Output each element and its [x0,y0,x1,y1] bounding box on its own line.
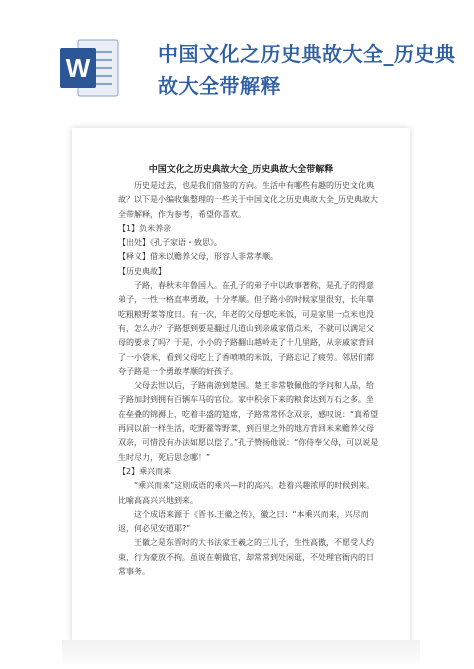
document-title: 中国文化之历史典故大全_历史典故大全带解释 [148,165,334,175]
svg-text:W: W [65,53,91,83]
section-tag: 【释义】借米以赡养父母，形容人非常孝顺。 [118,252,278,262]
page-shadow [62,640,420,669]
section-tag: 【历史典故】 [118,266,166,276]
body-paragraph: 子路，春秋末年鲁国人。在孔子的弟子中以政事著称，是孔子的得意弟子，一性一格直率勇敢，十分孝顺。但子路小的时候家里很穷，长年靠吃粗粮野菜等度日。有一次，年老的父母想吃米饭，可是家里一点米也没有，怎么办？子路想到要是翻过几道山到亲戚家借点米，不就可以满足父母的要求了吗？于是，小小的子路翻山越岭走了十几里路，从亲戚家背回了一小袋米，看到父母吃上了香喷喷的米饭，子路忘记了疲劳。邻居们都夸子路是一个勇敢孝顺的好孩子。 [118,281,374,376]
body-paragraph: “乘兴而来”这则成语的乘兴—时的高兴。趁着兴趣浓厚的时候到来。比喻高高兴兴地到来。 [118,481,375,505]
document-body [118,179,380,579]
body-paragraph: 王徽之是东晋时的大书法家王羲之的三儿子，生性高傲，不愿受人约束，行为豪放不拘。虽说在朝做官，却常常到处闲逛，不处理官衙内的日常事务。 [118,538,374,577]
header-banner [0,0,474,118]
body-paragraph: 历史是过去，也是我们借鉴的方向。生活中有哪些有趣的历史文化典故？以下是小编收集整理的一些关于中国文化之历史典故大全_历史典故大全带解释，作为参考，希望你喜欢。 [118,181,378,219]
body-paragraph: 父母去世以后，子路南游到楚国。楚王非常敬佩他的学问和人品，给子路加封到拥有百辆车马的官位。家中积余下来的粮食达到万石之多。坐在垒叠的锦褥上，吃着丰盛的筵席，子路常常怀念双亲，感叹说：“真希望再同以前一样生活，吃野藿等野菜，到百里之外的地方背回米来赡养父母双亲，可惜没有办法如愿以偿了。”孔子赞扬他说：“你侍奉父母，可以说是生时尽力，死后思念哪！” [118,381,379,462]
section-tag: 【2】乘兴而来 [118,466,172,476]
banner-title: 中国文化之历史典故大全_历史典故大全带解释 [158,42,456,98]
document-page [72,128,410,643]
section-tag: 【出处】《孔子家语・致思》。 [118,238,222,248]
section-tag: 【1】负米养亲 [118,223,172,233]
body-paragraph: 这个成语来源于《晋书.王徽之传》，徽之曰：“本乘兴而来，兴尽而返，何必见安道耶?” [118,509,369,534]
word-document-icon [60,36,120,100]
